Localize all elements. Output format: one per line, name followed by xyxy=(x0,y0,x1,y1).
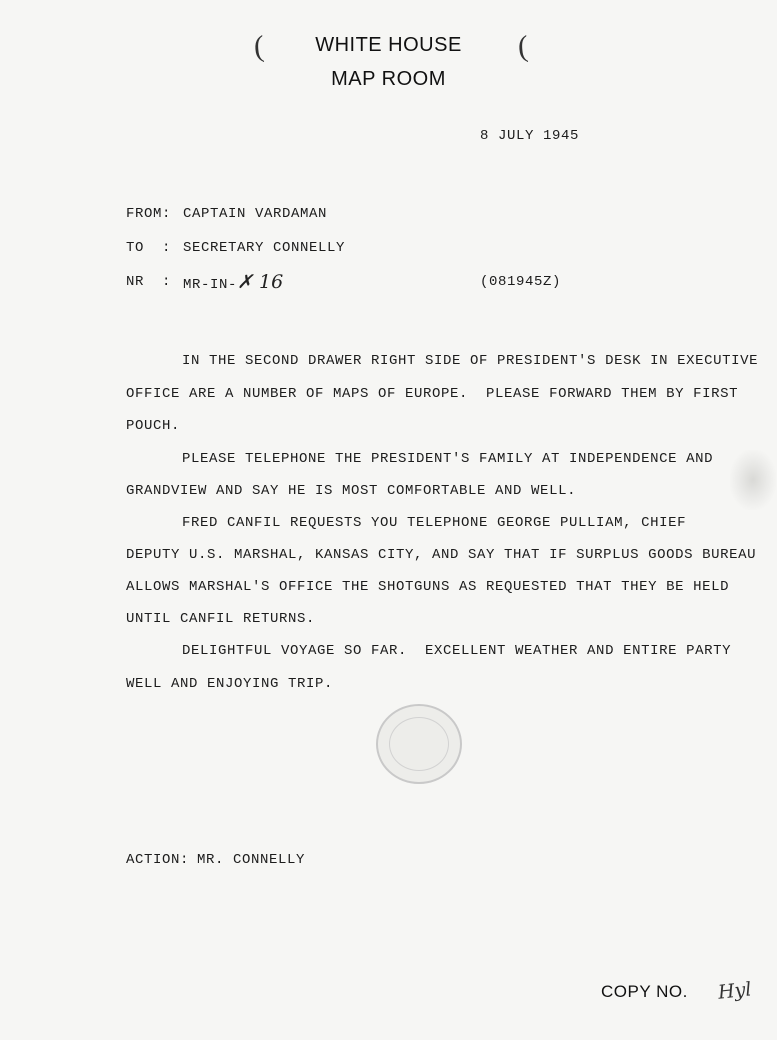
archives-seal-icon xyxy=(376,704,462,784)
copy-number-label: COPY NO. xyxy=(601,982,688,1001)
body-line: GRANDVIEW AND SAY HE IS MOST COMFORTABLE AND WELL. xyxy=(126,483,577,499)
archives-seal-inner-ring xyxy=(389,717,449,771)
date-time-group: (081945Z) xyxy=(480,274,562,290)
body-line: PLEASE TELEPHONE THE PRESIDENT'S FAMILY AT INDEPENDENCE AND xyxy=(182,451,714,467)
right-parenthesis-mark: ( xyxy=(516,29,530,64)
body-line: POUCH. xyxy=(126,418,181,434)
message-date: 8 JULY 1945 xyxy=(480,128,580,144)
body-line: FRED CANFIL REQUESTS YOU TELEPHONE GEORGE PULLIAM, CHIEF xyxy=(182,515,687,531)
nr-label: NR : xyxy=(126,274,172,290)
page-smudge-mark xyxy=(730,450,776,510)
body-line: UNTIL CANFIL RETURNS. xyxy=(126,611,316,627)
action-value: MR. CONNELLY xyxy=(197,852,306,868)
nr-prefix: MR-IN- xyxy=(183,277,238,293)
left-parenthesis-mark: ( xyxy=(252,29,266,64)
body-line: WELL AND ENJOYING TRIP. xyxy=(126,676,334,692)
header-white-house: WHITE HOUSE xyxy=(315,34,462,56)
nr-number xyxy=(183,271,284,293)
to-label: TO : xyxy=(126,240,172,256)
nr-handwritten-number: ✗ 16 xyxy=(237,271,284,293)
body-line: IN THE SECOND DRAWER RIGHT SIDE OF PRESIDENT'S DESK IN EXECUTIVE xyxy=(182,353,759,369)
from-value: CAPTAIN VARDAMAN xyxy=(183,206,328,222)
body-line: OFFICE ARE A NUMBER OF MAPS OF EUROPE. PLEASE FORWARD THEM BY FIRST xyxy=(126,386,739,402)
header-map-room: MAP ROOM xyxy=(331,68,446,90)
action-label: ACTION: xyxy=(126,852,190,868)
from-label: FROM: xyxy=(126,206,172,222)
to-value: SECRETARY CONNELLY xyxy=(183,240,346,256)
body-line: ALLOWS MARSHAL'S OFFICE THE SHOTGUNS AS REQUESTED THAT THEY BE HELD xyxy=(126,579,730,595)
handwritten-initials: Hyl xyxy=(716,978,753,1004)
body-line: DEPUTY U.S. MARSHAL, KANSAS CITY, AND SAY THAT IF SURPLUS GOODS BUREAU xyxy=(126,547,757,563)
body-line: DELIGHTFUL VOYAGE SO FAR. EXCELLENT WEATHER AND ENTIRE PARTY xyxy=(182,643,732,659)
